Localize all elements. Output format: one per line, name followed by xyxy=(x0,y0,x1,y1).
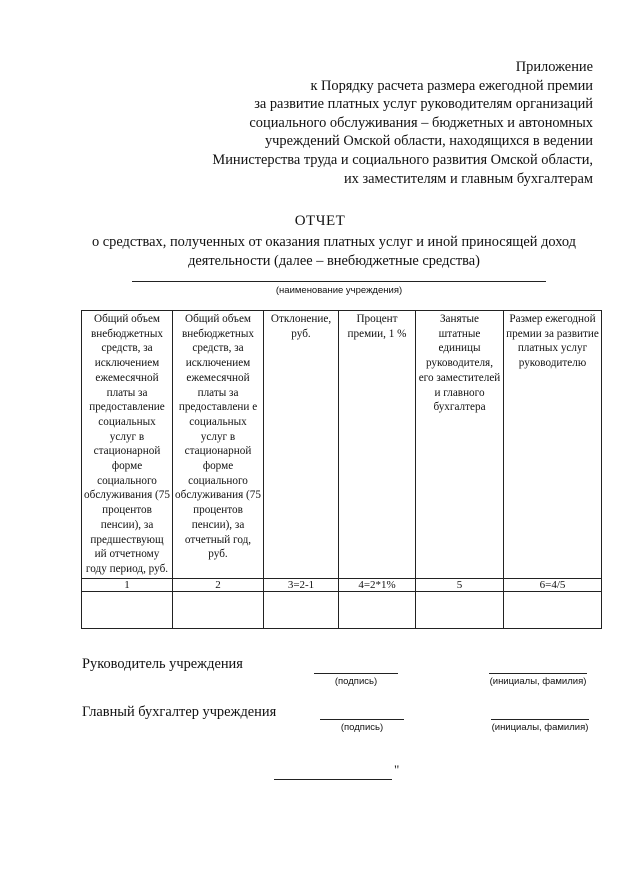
column-number: 4=2*1% xyxy=(339,578,416,591)
data-cell[interactable] xyxy=(82,591,173,628)
data-cell[interactable] xyxy=(173,591,264,628)
director-name-field[interactable] xyxy=(489,673,587,674)
column-header: Общий объем внебюджетных средств, за исключением ежемесячной платы за предоставлени е социальных услуг в стационарной форме социального обслуживания (75 процентов пенсии), за отчетный год, руб. xyxy=(173,311,264,579)
column-number: 3=2-1 xyxy=(264,578,339,591)
organization-name-field[interactable] xyxy=(132,281,546,282)
director-name-caption: (инициалы, фамилия) xyxy=(489,676,587,687)
column-number: 5 xyxy=(416,578,504,591)
data-cell[interactable] xyxy=(339,591,416,628)
accountant-signature-caption: (подпись) xyxy=(340,722,384,733)
appendix-line: к Порядку расчета размера ежегодной премии xyxy=(310,77,593,94)
table-number-row xyxy=(82,578,602,591)
column-number: 6=4/5 xyxy=(504,578,602,591)
data-cell[interactable] xyxy=(504,591,602,628)
data-cell[interactable] xyxy=(264,591,339,628)
appendix-line: учреждений Омской области, находящихся в ведении xyxy=(264,133,593,150)
director-signature-caption: (подпись) xyxy=(334,676,378,687)
column-header: Отклонение, руб. xyxy=(264,311,339,579)
appendix-line: Приложение xyxy=(515,59,593,75)
column-header: Процент премии, 1 % xyxy=(339,311,416,579)
data-cell[interactable] xyxy=(416,591,504,628)
director-label: Руководитель учреждения xyxy=(82,656,243,672)
table-data-row xyxy=(82,591,602,628)
table-header-row xyxy=(82,311,602,579)
director-signature-field[interactable] xyxy=(314,673,398,674)
accountant-signature-field[interactable] xyxy=(320,719,404,720)
accountant-label: Главный бухгалтер учреждения xyxy=(82,704,277,720)
report-subtitle: о средствах, полученных от оказания платных услуг и иной приносящей доход деятельности (далее – внебюджетные средства) xyxy=(91,234,576,269)
report-title: ОТЧЕТ xyxy=(294,213,346,229)
appendix-line: социального обслуживания – бюджетных и автономных xyxy=(249,114,593,131)
date-quote-mark: " xyxy=(394,762,400,777)
column-header: Общий объем внебюджетных средств, за исключением ежемесячной платы за предоставление социальных услуг в стационарной форме социального обслуживания (75 процентов пенсии), за предшествующ ий отчетному году период, руб. xyxy=(82,311,173,579)
appendix-line: за развитие платных услуг руководителям организаций xyxy=(254,96,593,113)
organization-name-caption: (наименование учреждения) xyxy=(275,285,403,296)
column-header: Размер ежегодной премии за развитие платных услуг руководителю xyxy=(504,311,602,579)
appendix-block xyxy=(73,58,593,188)
appendix-line: Министерства труда и социального развития Омской области, xyxy=(212,151,593,168)
accountant-name-caption: (инициалы, фамилия) xyxy=(491,722,589,733)
date-field[interactable] xyxy=(274,779,392,780)
accountant-name-field[interactable] xyxy=(491,719,589,720)
appendix-line: их заместителям и главным бухгалтерам xyxy=(343,170,593,187)
column-number: 1 xyxy=(82,578,173,591)
report-table xyxy=(81,310,602,629)
column-number: 2 xyxy=(173,578,264,591)
column-header: Занятые штатные единицы руководителя, его заместителей и главного бухгалтера xyxy=(416,311,504,579)
